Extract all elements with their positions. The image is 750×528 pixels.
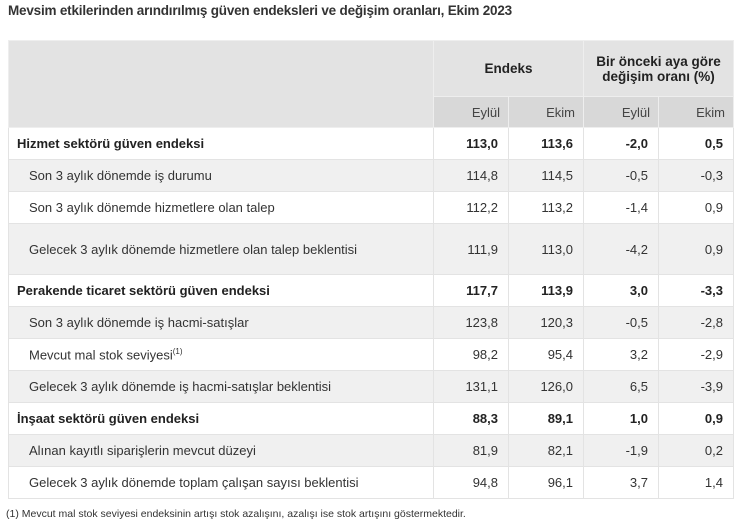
cell-change-oct: 0,2 — [659, 435, 734, 467]
cell-index-sep: 114,8 — [434, 160, 509, 192]
cell-change-oct: -0,3 — [659, 160, 734, 192]
cell-change-oct: -3,9 — [659, 371, 734, 403]
table-row — [9, 435, 734, 467]
cell-change-sep: 3,2 — [584, 339, 659, 371]
row-label-text: Mevcut mal stok seviyesi — [29, 347, 173, 363]
cell-index-sep: 98,2 — [434, 339, 509, 371]
table-row — [9, 467, 734, 499]
row-label: Alınan kayıtlı siparişlerin mevcut düzeyi — [9, 435, 434, 467]
table-row-group — [9, 403, 734, 435]
cell-change-sep: 1,0 — [584, 403, 659, 435]
row-label: Son 3 aylık dönemde iş durumu — [9, 160, 434, 192]
table-row — [9, 192, 734, 224]
cell-change-sep: -1,9 — [584, 435, 659, 467]
cell-change-sep: -1,4 — [584, 192, 659, 224]
cell-index-sep: 81,9 — [434, 435, 509, 467]
cell-change-sep: -0,5 — [584, 307, 659, 339]
cell-index-oct: 113,6 — [509, 128, 584, 160]
cell-index-sep: 112,2 — [434, 192, 509, 224]
cell-index-oct: 120,3 — [509, 307, 584, 339]
header-change-group: Bir önceki aya göre değişim oranı (%) — [584, 41, 734, 97]
footnote: (1) Mevcut mal stok seviyesi endeksinin artışı stok azalışını, azalışı ise stok artışını göstermektedir. — [6, 508, 466, 520]
table-row-group — [9, 275, 734, 307]
cell-index-sep: 117,7 — [434, 275, 509, 307]
confidence-index-table — [8, 40, 734, 499]
header-index-september: Eylül — [434, 97, 509, 128]
header-index-group: Endeks — [434, 41, 584, 97]
row-label: Gelecek 3 aylık dönemde toplam çalışan sayısı beklentisi — [9, 467, 434, 499]
row-label: Perakende ticaret sektörü güven endeksi — [9, 275, 434, 307]
header-change-september: Eylül — [584, 97, 659, 128]
cell-index-sep: 94,8 — [434, 467, 509, 499]
table-row — [9, 160, 734, 192]
cell-index-sep: 113,0 — [434, 128, 509, 160]
cell-change-oct: 0,9 — [659, 192, 734, 224]
cell-change-sep: 3,0 — [584, 275, 659, 307]
cell-index-oct: 82,1 — [509, 435, 584, 467]
cell-change-oct: 0,5 — [659, 128, 734, 160]
row-label — [9, 339, 434, 371]
cell-index-oct: 95,4 — [509, 339, 584, 371]
cell-index-sep: 88,3 — [434, 403, 509, 435]
cell-change-sep: -4,2 — [584, 224, 659, 275]
cell-index-oct: 96,1 — [509, 467, 584, 499]
row-label: Son 3 aylık dönemde hizmetlere olan talep — [9, 192, 434, 224]
cell-index-sep: 111,9 — [434, 224, 509, 275]
row-label: Gelecek 3 aylık dönemde iş hacmi-satışlar beklentisi — [9, 371, 434, 403]
cell-change-sep: 3,7 — [584, 467, 659, 499]
table-row — [9, 224, 734, 275]
header-change-october: Ekim — [659, 97, 734, 128]
row-label: Hizmet sektörü güven endeksi — [9, 128, 434, 160]
cell-index-sep: 131,1 — [434, 371, 509, 403]
table-row — [9, 307, 734, 339]
cell-index-oct: 113,9 — [509, 275, 584, 307]
cell-index-oct: 113,0 — [509, 224, 584, 275]
cell-index-oct: 126,0 — [509, 371, 584, 403]
cell-change-sep: -2,0 — [584, 128, 659, 160]
row-label: İnşaat sektörü güven endeksi — [9, 403, 434, 435]
cell-change-oct: -2,8 — [659, 307, 734, 339]
cell-change-sep: -0,5 — [584, 160, 659, 192]
cell-change-oct: 0,9 — [659, 224, 734, 275]
header-index-october: Ekim — [509, 97, 584, 128]
row-label: Son 3 aylık dönemde iş hacmi-satışlar — [9, 307, 434, 339]
cell-index-oct: 114,5 — [509, 160, 584, 192]
table-title: Mevsim etkilerinden arındırılmış güven endeksleri ve değişim oranları, Ekim 2023 — [8, 3, 512, 18]
cell-index-oct: 89,1 — [509, 403, 584, 435]
table-row — [9, 371, 734, 403]
footnote-marker: (1) — [172, 346, 183, 356]
cell-change-oct: 1,4 — [659, 467, 734, 499]
table-row — [9, 339, 734, 371]
cell-change-oct: -2,9 — [659, 339, 734, 371]
cell-index-oct: 113,2 — [509, 192, 584, 224]
header-row-groups — [9, 41, 734, 97]
cell-change-oct: -3,3 — [659, 275, 734, 307]
header-blank-cell — [9, 41, 434, 128]
cell-change-sep: 6,5 — [584, 371, 659, 403]
cell-change-oct: 0,9 — [659, 403, 734, 435]
cell-index-sep: 123,8 — [434, 307, 509, 339]
table-row-group — [9, 128, 734, 160]
row-label: Gelecek 3 aylık dönemde hizmetlere olan talep beklentisi — [9, 224, 434, 275]
